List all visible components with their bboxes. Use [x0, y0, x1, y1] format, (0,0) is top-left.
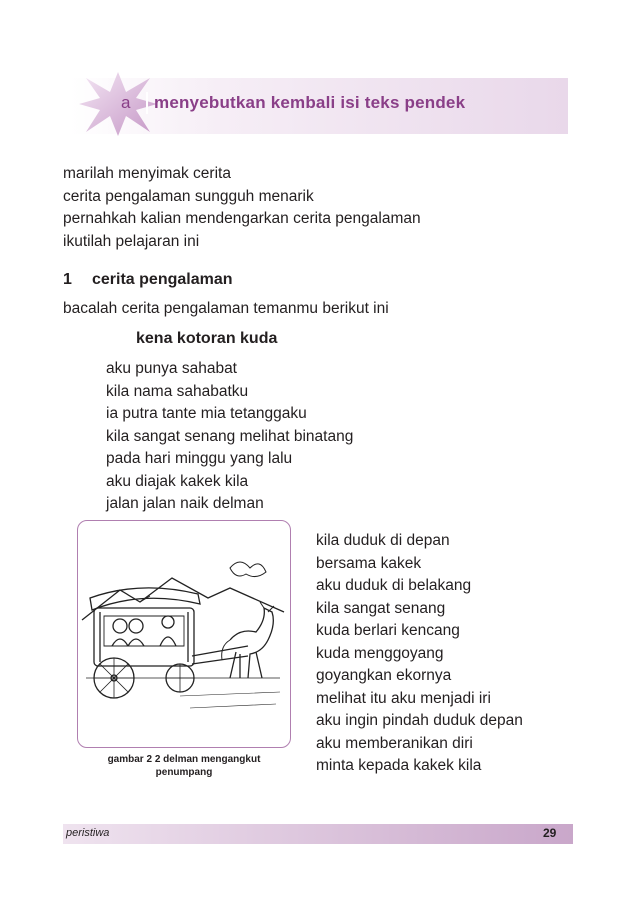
- story-line: aku memberanikan diri: [316, 734, 473, 752]
- section-divider: [146, 92, 148, 114]
- intro-line: cerita pengalaman sungguh menarik: [63, 187, 314, 205]
- story-line: kuda berlari kencang: [316, 622, 460, 639]
- story-line: kila sangat senang melihat binatang: [106, 427, 354, 445]
- section-letter: a: [121, 93, 131, 112]
- caption-line: penumpang: [155, 767, 213, 778]
- intro-line: marilah menyimak cerita: [63, 165, 231, 182]
- figure-caption: [86, 753, 282, 779]
- instruction-text: bacalah cerita pengalaman temanmu berikut ini: [63, 300, 389, 317]
- story-line: melihat itu aku menjadi iri: [316, 689, 491, 707]
- story-title: kena kotoran kuda: [136, 330, 278, 347]
- intro-paragraph: [63, 163, 421, 253]
- story-line: kuda menggoyang: [316, 644, 444, 662]
- story-line: pada hari minggu yang lalu: [106, 450, 293, 467]
- intro-line: pernahkah kalian mendengarkan cerita pengalaman: [63, 210, 421, 227]
- section-title: menyebutkan kembali isi teks pendek: [154, 93, 466, 112]
- story-line: kila duduk di depan: [316, 532, 450, 549]
- story-line: ia putra tante mia tetanggaku: [106, 405, 307, 422]
- subsection-title: cerita pengalaman: [92, 271, 233, 288]
- delman-illustration: [80, 528, 286, 742]
- story-line: aku punya sahabat: [106, 360, 237, 377]
- footer-chapter-label: peristiwa: [66, 827, 110, 839]
- footer-band: [63, 824, 573, 844]
- story-line: bersama kakek: [316, 554, 422, 572]
- story-line: kila sangat senang: [316, 599, 446, 617]
- story-line: goyangkan ekornya: [316, 667, 452, 684]
- story-line: jalan jalan naik delman: [106, 495, 264, 512]
- page-number: 29: [543, 826, 557, 840]
- story-line: aku diajak kakek kila: [106, 472, 249, 490]
- subsection-number: 1: [63, 271, 72, 288]
- caption-line: gambar 2 2 delman mengangkut: [107, 754, 261, 765]
- story-line: minta kepada kakek kila: [316, 757, 482, 774]
- story-line: aku ingin pindah duduk depan: [316, 712, 523, 729]
- story-text-part1: [106, 358, 353, 516]
- story-line: kila nama sahabatku: [106, 382, 249, 400]
- story-line: aku duduk di belakang: [316, 577, 472, 594]
- story-text-part2: [316, 530, 523, 778]
- intro-line: ikutilah pelajaran ini: [63, 232, 200, 250]
